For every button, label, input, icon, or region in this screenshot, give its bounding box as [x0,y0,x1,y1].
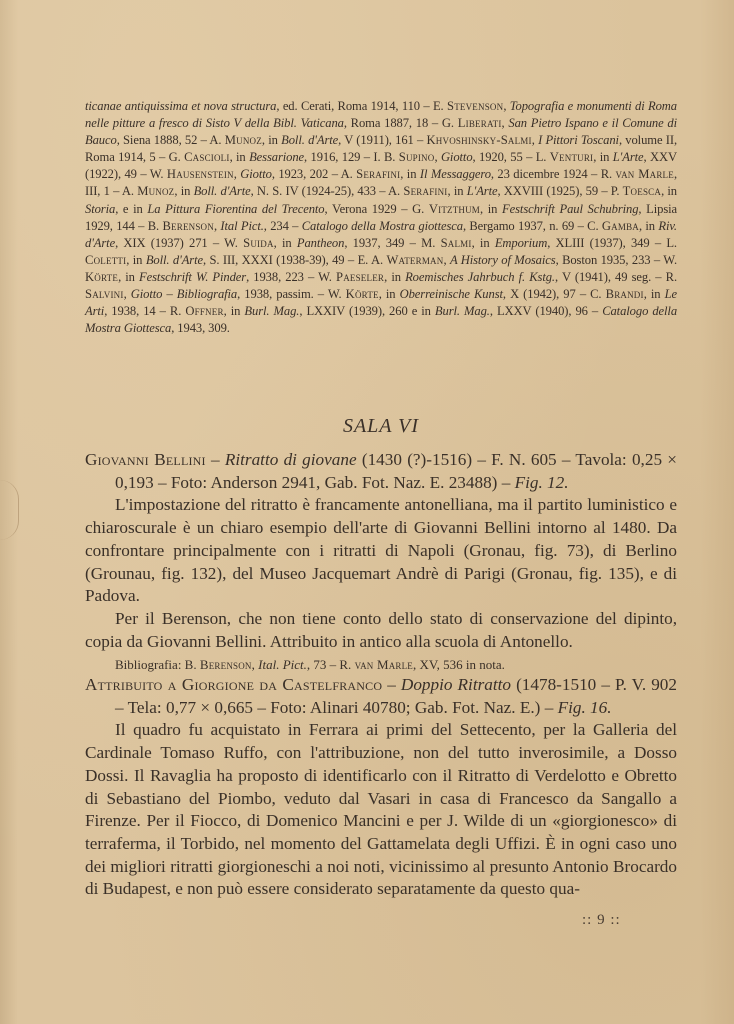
author-name: Munoz [137,184,175,199]
text-run: , in [480,201,503,216]
author-name: Cascioli [184,150,230,165]
text-run: , Roma 1887, 18 – G. [343,116,458,131]
author-name: Brandi [605,287,644,302]
text-run: , LXXIV (1939), 260 e in [299,304,435,319]
text-run: , 1916, 129 – I. B. [304,150,399,165]
author-name: van Marle [615,167,674,182]
title-text: Bessarione [249,150,305,165]
title-text: San Pietro Ispano e il Comune di Bauco [85,116,677,148]
title-text: Ital. Pict. [258,657,307,673]
text-run: , 1920, 55 – L. [472,150,550,165]
author-name: Paeseler [336,269,385,284]
author-name: Hausenstein [166,167,234,182]
text-run: , volume II, Roma 1914, 5 – G. [85,133,677,165]
entry-bibliography [85,655,677,675]
title-text: Giotto [440,150,473,165]
title-text: Boll. d'Arte [145,252,203,267]
title-text: Burl. Mag. [434,304,490,319]
title-text: A History of Mosaics [449,252,556,267]
text-run: , Boston 1935, 233 – W. [555,252,677,267]
text-run: , XLIII (1937), 349 – L. [547,235,677,250]
title-text: Roemisches Jahrbuch f. Kstg. [405,269,555,284]
author-name: Gamba [601,218,639,233]
text-run: , [123,287,131,302]
text-run: , [443,252,450,267]
text-run: ed. Cerati, Roma 1914, 110 – E. [282,99,447,113]
title-text: Fig. 16. [557,697,612,717]
title-text: Riv. d'Arte [85,218,677,250]
author-name: Giovanni Bellini [85,450,206,469]
author-name: Coletti [85,252,127,267]
text-run: , 1938, 14 – R. [104,304,186,319]
text-run: , in [126,252,146,267]
text-run: , Bergamo 1937, n. 69 – C. [462,218,602,233]
title-text: La Pittura Fiorentina del Trecento [147,201,325,216]
text-run: , Siena 1888, 52 – A. [116,133,225,148]
text-run: , V (1941), 49 seg. – R. [554,269,677,284]
paper-fold-mark [0,480,19,540]
text-run: , [434,150,441,165]
title-text: Doppio Ritratto [400,675,512,694]
text-run: (1478-1510 – P. V. 902 – Tela: 0,77 × 0,665 – Foto: Alinari 40780; Gab. Fot. Naz. E.) – [115,675,677,717]
text-run: , X (1942), 97 – C. [502,287,606,302]
title-text: Boll. d'Arte [281,133,339,148]
text-run: , Verona 1929 – G. [324,201,429,216]
author-name: Salmi [440,235,472,250]
text-run: , N. S. IV (1924-25), 433 – A. [250,184,404,199]
title-text: Giotto – Bibliografia [130,287,238,302]
text-run: Bibliografia: B. [115,657,200,673]
title-text: Ital Pict. [220,218,264,233]
author-name: Stevenson [447,99,504,113]
text-run: – [382,675,401,694]
text-run: , in [174,184,194,199]
title-text: Burl. Mag. [244,304,300,319]
author-name: Berenson [162,218,214,233]
text-run: , V (1911), 161 – [338,133,427,148]
text-run: , Lipsia 1929, 144 – B. [85,201,678,233]
author-name: Serafini [403,184,448,199]
author-name: Körte [345,287,379,302]
text-run: , XV, 536 in nota. [413,657,505,673]
text-run: – [205,450,225,469]
author-name: Salvini [85,287,124,302]
entry-paragraph: Il quadro fu acquistato in Ferrara ai primi del Settecento, per la Galleria del Cardinale Tomaso Ruffo, con l'attribuzione, non del tutto inverosimile, a Dosso Dossi. Il Ravaglia ha proposto di identificarlo con il Ritratto di Verdelotto e Obretto di Sebastiano del Piombo, veduto dal Vasari in casa di Francesco da Sangallo a Firenze. Per il Fiocco, di Domenico Mancini e per J. Wilde di un «giorgionesco» di terraferma, il Torbido, nel momento del Gattamelata degli Uffizi. È in ogni caso uno dei migliori ritratti giorgioneschi a noi noti, vicinissimo al presunto Antonio Brocardo di Budapest, e non può essere considerato separatamente da questo qua- [85,720,677,899]
author-name: Toesca [622,184,662,199]
text-run: , in [223,304,245,319]
author-name: Körte [85,269,119,284]
author-name: Attribuito a Giorgione da Castelfranco [85,675,383,694]
text-run: , in [447,184,467,199]
text-run: , LXXV (1940), 96 – [489,304,603,319]
title-text: Catalogo della Mostra giottesca [301,218,463,233]
title-text: L'Arte [612,150,644,165]
title-text: Fig. 12. [514,472,569,492]
text-run: , [503,99,510,113]
text-run: , in [593,150,613,165]
text-run: , in [273,235,297,250]
author-name: Waterman [386,252,444,267]
title-text: Festschrift Paul Schubring [502,201,639,216]
title-text: Emporium [494,235,548,250]
text-run: , in [400,167,420,182]
bibliography-block [85,98,677,337]
title-text: Boll. d'Arte [193,184,251,199]
section-title: SALA VI [342,415,420,437]
text-run: , XXV (1922), 49 – W. [85,150,678,182]
entry-paragraph: L'impostazione del ritratto è francamente antonelliana, ma il partito luministico e chiaroscurale è un chiaro esempio dell'arte di Giovanni Bellini intorno al 1480. Da confrontare principalmente con i ritratti di Napoli (Gronau, fig. 73), di Berlino (Grounau, fig. 132), del Museo Jacquemart Andrè di Parigi (Gronau, fig. 135), e di Padova. [85,495,677,606]
author-name: Offner [185,304,224,319]
page-number: :: 9 :: [582,912,621,928]
text-run: , [213,218,221,233]
author-name: van Marle [354,657,414,673]
text-run: , [251,657,259,673]
entry-heading [85,449,677,494]
text-run: , in [471,235,495,250]
text-run: , [531,133,539,148]
text-run: , in [118,269,140,284]
text-run: , [233,167,241,182]
entry-paragraph: Per il Berenson, che non tiene conto dello stato di conservazione del dipinto, copia da Giovanni Bellini. Attribuito in antico alla scuola di Antonello. [85,608,677,651]
text-run: , XIX (1937) 271 – W. [115,235,244,250]
text-run: , 1937, 349 – M. [344,235,441,250]
title-text: Ritratto di giovane [224,450,357,469]
text-run: , in [384,269,406,284]
text-run: , S. III, XXXI (1938-39), 49 – E. A. [202,252,387,267]
text-run: , 234 – [263,218,302,233]
text-run: , in [638,218,659,233]
author-name: Khvoshinsky-Salmi [426,133,532,148]
text-run: , 73 – R. [306,657,355,673]
title-text: Catalogo della Mostra Giottesca [85,304,678,336]
title-text: Festschrift W. Pinder [139,269,247,284]
text-run: , 1938, 223 – W. [246,269,336,284]
author-name: Berenson [199,657,252,673]
author-name: Liberati [457,116,502,131]
text-run: , [501,116,509,131]
title-text: L'Arte [466,184,498,199]
text-run: , 1923, 202 – A. [271,167,357,182]
title-text: ticanae antiquissima et nova structura, [85,99,283,113]
text-run: , XXVIII (1925), 59 – P. [497,184,623,199]
title-text: Le Arti [85,287,677,319]
author-name: Suida [243,235,274,250]
text-run: , in [661,184,677,199]
catalog-entry-giorgione [85,674,677,901]
text-run: , in [643,287,665,302]
author-name: Munoz [224,133,262,148]
text-run: , in [261,133,282,148]
entry-heading [85,674,677,719]
text-run: , in [229,150,250,165]
title-text: I Pittori Toscani [538,133,619,148]
text-run: , 23 dicembre 1924 – R. [490,167,616,182]
text-run: , in [378,287,400,302]
author-name: Supino [398,150,435,165]
author-name: Serafini [356,167,401,182]
title-text: Il Messaggero [419,167,491,182]
catalog-entry-bellini [85,449,677,675]
text-run: , e in [115,201,148,216]
text-run: , 1943, 309. [171,321,230,336]
title-text: Pantheon [296,235,345,250]
author-name: Venturi [549,150,594,165]
text-run: (1430 (?)-1516) – F. N. 605 – Tavola: 0,25 × 0,193 – Foto: Anderson 2941, Gab. Fot. Naz. E. 23488) – [115,450,677,492]
title-text: Giotto [240,167,272,182]
title-text: Storia [85,201,116,216]
text-run: , III, 1 – A. [85,167,677,199]
title-text: Oberreinische Kunst [399,287,503,302]
author-name: Vitzthum [428,201,481,216]
title-text: Topografia e monumenti di Roma nelle pitture a fresco di Sisto V della Bibl. Vaticana [85,99,677,131]
text-run: , 1938, passim. – W. [237,287,346,302]
